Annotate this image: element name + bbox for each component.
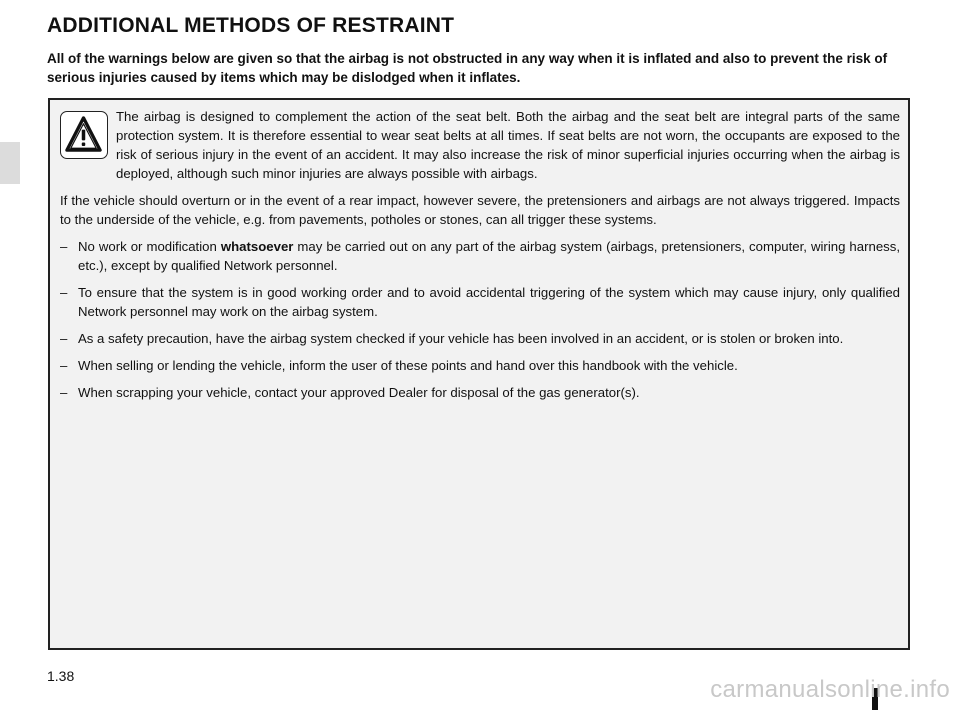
bullet-dash: – (60, 285, 68, 300)
warning-box (48, 98, 910, 650)
intro-text: All of the warnings below are given so that the airbag is not obstructed in any way when it is inflated and also to prevent the risk of serious injuries caused by items which may be dislodged when it inflates. (47, 51, 888, 85)
page-title: ADDITIONAL METHODS OF RESTRAINT (47, 14, 455, 37)
bullet-dash: – (60, 239, 68, 254)
warning-paragraph: If the vehicle should overturn or in the event of a rear impact, however severe, the pretensioners and airbags are not always triggered. Impacts to the underside of the vehicle, e.g. from pavements, potholes or stones, can all trigger these systems. (60, 193, 900, 227)
list-item (60, 329, 900, 348)
warning-bullet-list (60, 237, 900, 402)
list-item (60, 383, 900, 402)
list-item (60, 356, 900, 375)
bullet-text: When selling or lending the vehicle, inform the user of these points and hand over this handbook with the vehicle. (78, 358, 738, 373)
warning-lead-text: The airbag is designed to complement the action of the seat belt. Both the airbag and the seat belt are integral parts of the same protection system. It is therefore essential to wear seat belts at all times. If seat belts are not worn, the occupants are exposed to the risk of serious injury in the event of an accident. It may also increase the risk of minor superficial injuries occurring when the airbag is deployed, although such minor injuries are always possible with airbags. (116, 109, 900, 181)
watermark: carmanualsonline.info (710, 676, 950, 703)
bullet-text: No work or modification (78, 239, 221, 254)
page-number: 1.38 (47, 668, 75, 684)
bullet-dash: – (60, 358, 68, 373)
bullet-text: To ensure that the system is in good working order and to avoid accidental triggering of the system which may cause injury, only qualified Network personnel may work on the airbag system. (78, 285, 900, 319)
bullet-text: When scrapping your vehicle, contact your approved Dealer for disposal of the gas generator(s). (78, 385, 640, 400)
bullet-text: may be carried out on any part of the airbag system (airbags, pretensioners, computer, wiring harness, etc.), except by qualified Network personnel. (78, 239, 901, 273)
bullet-text: As a safety precaution, have the airbag system checked if your vehicle has been involved in an accident, or is stolen or broken into. (78, 331, 844, 346)
chapter-tab (0, 142, 20, 184)
bullet-emphasis: whatsoever (220, 239, 294, 254)
list-item (60, 237, 900, 275)
bullet-dash: – (60, 331, 68, 346)
warning-triangle-icon (60, 111, 108, 159)
warning-head (60, 107, 900, 183)
list-item (60, 283, 900, 321)
bullet-dash: – (60, 385, 68, 400)
